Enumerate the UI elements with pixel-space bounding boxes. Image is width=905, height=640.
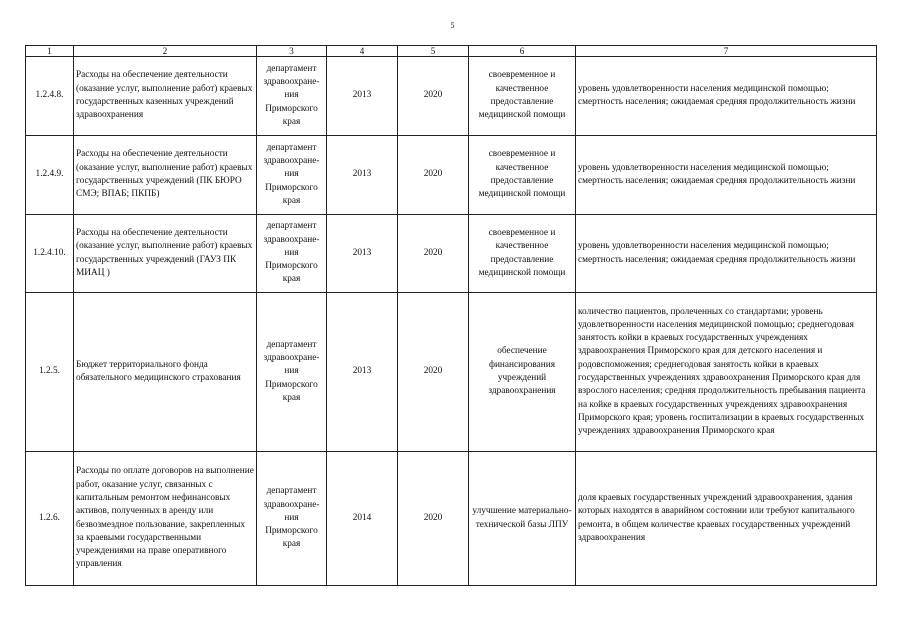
start-year: 2013 xyxy=(327,57,398,136)
indicators: уровень удовлетворенности населения медицинской помощью; смертность населения; ожидаемая средняя продолжительность жизни xyxy=(576,215,877,293)
table-row xyxy=(26,452,877,586)
row-number: 1.2.4.10. xyxy=(26,215,74,293)
start-year: 2013 xyxy=(327,215,398,293)
executor: департамент здравоохране-ния Приморского края xyxy=(257,136,327,215)
program-table xyxy=(25,45,877,586)
column-header: 3 xyxy=(257,46,327,57)
executor: департамент здравоохране-ния Приморского края xyxy=(257,215,327,293)
expected-result: своевременное и качественное предоставление медицинской помощи xyxy=(469,215,576,293)
column-header: 6 xyxy=(469,46,576,57)
row-number: 1.2.5. xyxy=(26,293,74,452)
row-number: 1.2.4.9. xyxy=(26,136,74,215)
end-year: 2020 xyxy=(398,215,469,293)
column-header: 5 xyxy=(398,46,469,57)
end-year: 2020 xyxy=(398,452,469,586)
table-row xyxy=(26,215,877,293)
indicators: количество пациентов, пролеченных со стандартами; уровень удовлетворенности населения медицинской помощью; среднегодовая занятость койки в краевых государственных учреждениях здравоохранения Приморского края для детского населения и родовспоможения; среднегодовая занятость койки в краевых государственных учреждениях здравоохранения Приморского края для взрослого населения; средняя продолжительность пребывания пациента на койке в краевых государственных учреждениях здравоохранения Приморского края; уровень госпитализации в краевых государственных учреждениях здравоохранения Приморского края xyxy=(576,293,877,452)
end-year: 2020 xyxy=(398,57,469,136)
measure-name: Расходы на обеспечение деятельности (оказание услуг, выполнение работ) краевых государственных учреждений (ПК БЮРО СМЭ; ВПАБ; ПКПБ) xyxy=(74,136,257,215)
end-year: 2020 xyxy=(398,293,469,452)
column-header: 7 xyxy=(576,46,877,57)
expected-result: обеспечение финансирования учреждений здравоохранения xyxy=(469,293,576,452)
row-number: 1.2.4.8. xyxy=(26,57,74,136)
expected-result: улучшение материально-технической базы ЛПУ xyxy=(469,452,576,586)
executor: департамент здравоохране-ния Приморского края xyxy=(257,452,327,586)
measure-name: Расходы на обеспечение деятельности (оказание услуг, выполнение работ) краевых государственных учреждений (ГАУЗ ПК МИАЦ ) xyxy=(74,215,257,293)
table-row xyxy=(26,293,877,452)
measure-name: Расходы на обеспечение деятельности (оказание услуг, выполнение работ) краевых государственных казенных учреждений здравоохранения xyxy=(74,57,257,136)
table-row xyxy=(26,136,877,215)
start-year: 2013 xyxy=(327,293,398,452)
executor: департамент здравоохране-ния Приморского края xyxy=(257,57,327,136)
column-header: 1 xyxy=(26,46,74,57)
start-year: 2013 xyxy=(327,136,398,215)
row-number: 1.2.6. xyxy=(26,452,74,586)
column-header: 4 xyxy=(327,46,398,57)
column-header: 2 xyxy=(74,46,257,57)
indicators: доля краевых государственных учреждений здравоохранения, здания которых находятся в аварийном состоянии или требуют капитального ремонта, в общем количестве краевых государственных учреждений здравоохранения xyxy=(576,452,877,586)
indicators: уровень удовлетворенности населения медицинской помощью; смертность населения; ожидаемая средняя продолжительность жизни xyxy=(576,57,877,136)
start-year: 2014 xyxy=(327,452,398,586)
measure-name: Расходы по оплате договоров на выполнение работ, оказание услуг, связанных с капитальным ремонтом нефинансовых активов, полученных в аренду или безвозмездное пользование, закрепленных за краевыми государственными учреждениями на праве оперативного управления xyxy=(74,452,257,586)
header-row xyxy=(26,46,877,57)
indicators: уровень удовлетворенности населения медицинской помощью; смертность населения; ожидаемая средняя продолжительность жизни xyxy=(576,136,877,215)
expected-result: своевременное и качественное предоставление медицинской помощи xyxy=(469,57,576,136)
page-number: 5 xyxy=(450,21,455,30)
table-row xyxy=(26,57,877,136)
measure-name: Бюджет территориального фонда обязательного медицинского страхования xyxy=(74,293,257,452)
end-year: 2020 xyxy=(398,136,469,215)
executor: департамент здравоохране-ния Приморского края xyxy=(257,293,327,452)
expected-result: своевременное и качественное предоставление медицинской помощи xyxy=(469,136,576,215)
